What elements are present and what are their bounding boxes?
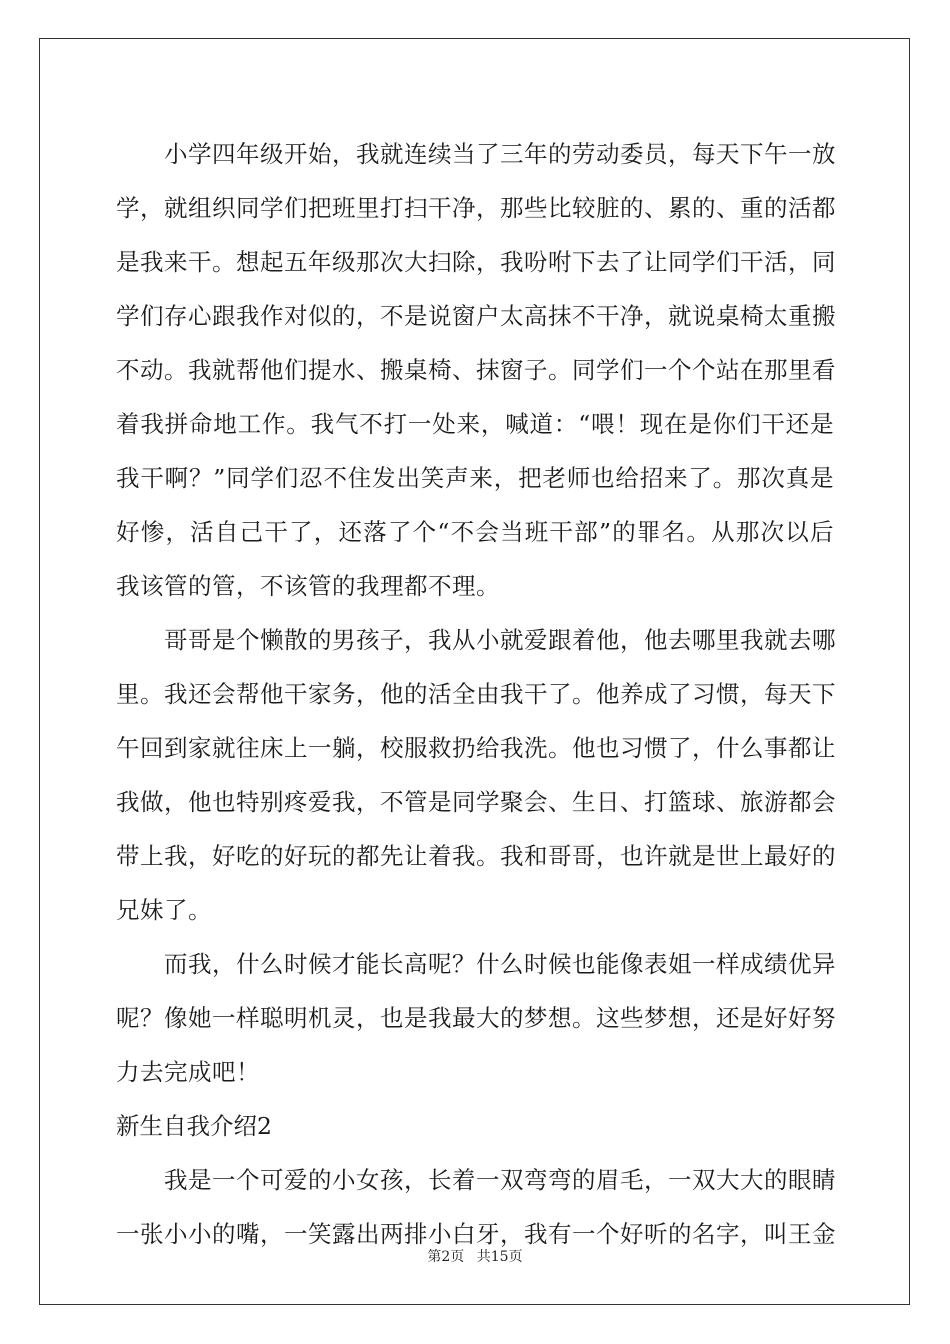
document-body — [116, 127, 834, 1261]
text-line: 学，就组织同学们把班里打扫干净，那些比较脏的、累的、重的活都 — [116, 194, 836, 222]
text-line: 里。我还会帮他干家务，他的活全由我干了。他养成了习惯，每天下 — [116, 680, 836, 708]
text-line: 而我，什么时候才能长高呢？什么时候也能像表姐一样成绩优异 — [164, 950, 836, 978]
text-line: 是我来干。想起五年级那次大扫除，我吩咐下去了让同学们干活，同 — [116, 248, 836, 276]
text-line: 哥哥是个懒散的男孩子，我从小就爱跟着他，他去哪里我就去哪 — [164, 626, 836, 654]
text-line: 小学四年级开始，我就连续当了三年的劳动委员，每天下午一放 — [164, 140, 836, 168]
text-line: 力去完成吧！ — [116, 1058, 260, 1086]
paragraph-introduction — [116, 1153, 834, 1261]
text-line: 我是一个可爱的小女孩，长着一双弯弯的眉毛，一双大大的眼睛 — [164, 1166, 836, 1194]
text-line: 一张小小的嘴，一笑露出两排小白牙，我有一个好听的名字，叫王金 — [116, 1220, 836, 1248]
page-footer — [0, 1246, 950, 1266]
text-line: 我干啊？”同学们忍不住发出笑声来，把老师也给招来了。那次真是 — [116, 464, 834, 492]
text-line: 午回到家就往床上一躺，校服救扔给我洗。他也习惯了，什么事都让 — [116, 734, 836, 762]
text-line: 呢？像她一样聪明机灵，也是我最大的梦想。这些梦想，还是好好努 — [116, 1004, 836, 1032]
text-line: 我做，他也特别疼爱我，不管是同学聚会、生日、打篮球、旅游都会 — [116, 788, 836, 816]
text-line: 不动。我就帮他们提水、搬桌椅、抹窗子。同学们一个个站在那里看 — [116, 356, 836, 384]
paragraph-dreams — [116, 937, 834, 1099]
text-line: 我该管的管，不该管的我理都不理。 — [116, 572, 500, 600]
text-line: 好惨，活自己干了，还落了个“不会当班干部”的罪名。从那次以后 — [116, 518, 834, 546]
paragraph-labor-monitor — [116, 127, 834, 613]
text-line: 兄妹了。 — [116, 896, 212, 924]
page-total: 共15页 — [476, 1249, 523, 1265]
page-number: 第2页 — [427, 1249, 465, 1265]
text-line: 着我拼命地工作。我气不打一处来，喊道：“喂！现在是你们干还是 — [116, 410, 834, 438]
paragraph-brother — [116, 613, 834, 937]
text-line: 学们存心跟我作对似的，不是说窗户太高抹不干净，就说桌椅太重搬 — [116, 302, 836, 330]
section-heading: 新生自我介绍2 — [116, 1112, 272, 1140]
text-line: 带上我，好吃的好玩的都先让着我。我和哥哥，也许就是世上最好的 — [116, 842, 836, 870]
